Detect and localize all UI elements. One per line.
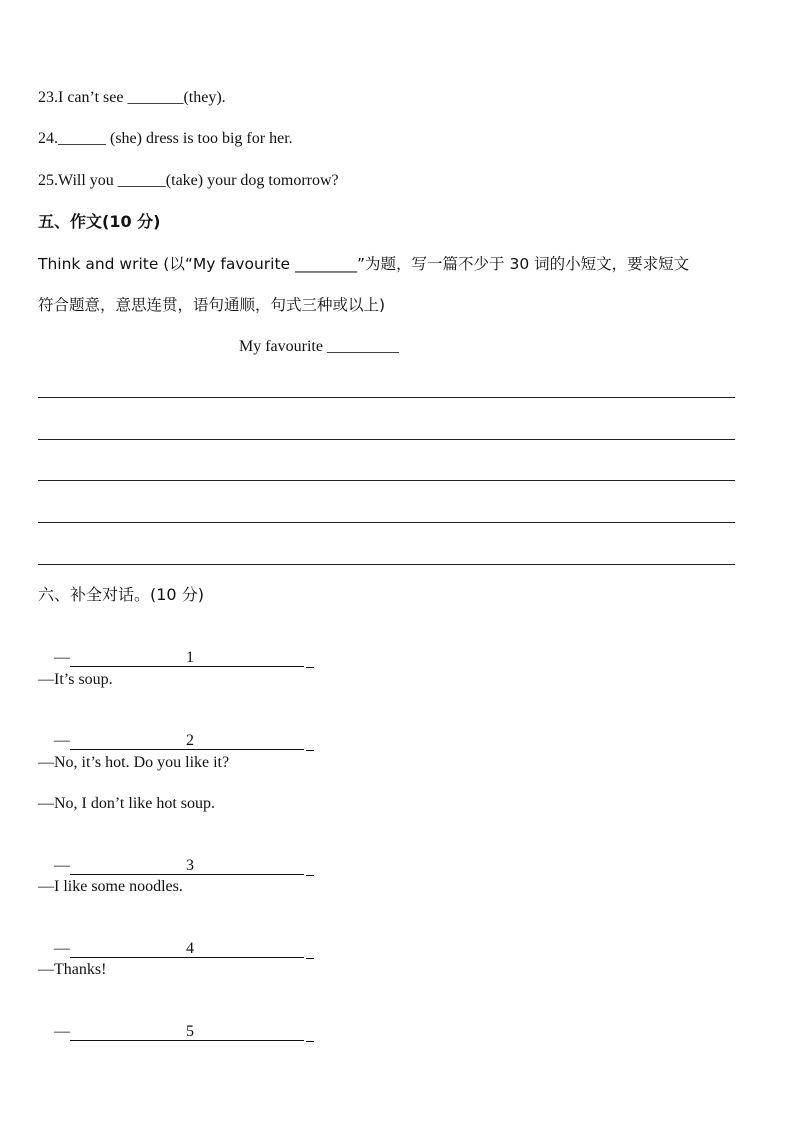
question-24: 24.______ (she) dress is too big for her.	[38, 130, 293, 147]
essay-title: My favourite _________	[239, 338, 399, 355]
dialogue-dash: —	[54, 857, 70, 874]
dialogue-blank-5[interactable]	[38, 1002, 314, 1062]
dialogue-line: —I like some noodles.	[38, 878, 183, 895]
dialogue-dash: —	[54, 940, 70, 957]
question-25: 25.Will you ______(take) your dog tomorrow?	[38, 172, 339, 189]
dialogue-line: —No, it’s hot. Do you like it?	[38, 754, 230, 771]
blank-number: 2	[186, 732, 194, 749]
blank-number: 3	[186, 857, 194, 874]
question-23: 23.I can’t see _______(they).	[38, 89, 226, 106]
blank-number: 1	[186, 649, 194, 666]
answer-blank[interactable]	[70, 733, 314, 751]
dialogue-line: —No, I don’t like hot soup.	[38, 795, 216, 812]
dialogue-line: —Thanks!	[38, 961, 107, 978]
dialogue-line: —It’s soup.	[38, 671, 113, 688]
section-5-heading: 五、作文(10 分)	[38, 212, 161, 231]
answer-blank[interactable]	[70, 858, 314, 876]
writing-line[interactable]	[38, 480, 735, 481]
answer-blank[interactable]	[70, 650, 314, 668]
dialogue-dash: —	[54, 732, 70, 749]
writing-line[interactable]	[38, 564, 735, 565]
writing-line[interactable]	[38, 522, 735, 523]
answer-blank[interactable]	[70, 1024, 314, 1042]
section-5-instruction-line-1: Think and write (以“My favourite ________”为题，写一篇不少于 30 词的小短文，要求短文	[38, 255, 690, 273]
section-6-heading: 六、补全对话。(10 分)	[38, 585, 204, 604]
writing-line[interactable]	[38, 397, 735, 398]
blank-number: 4	[186, 940, 194, 957]
writing-line[interactable]	[38, 439, 735, 440]
blank-number: 5	[186, 1023, 194, 1040]
dialogue-dash: —	[54, 1023, 70, 1040]
answer-blank[interactable]	[70, 941, 314, 959]
section-5-instruction-line-2: 符合题意，意思连贯，语句通顺，句式三种或以上)	[38, 296, 386, 314]
dialogue-dash: —	[54, 649, 70, 666]
